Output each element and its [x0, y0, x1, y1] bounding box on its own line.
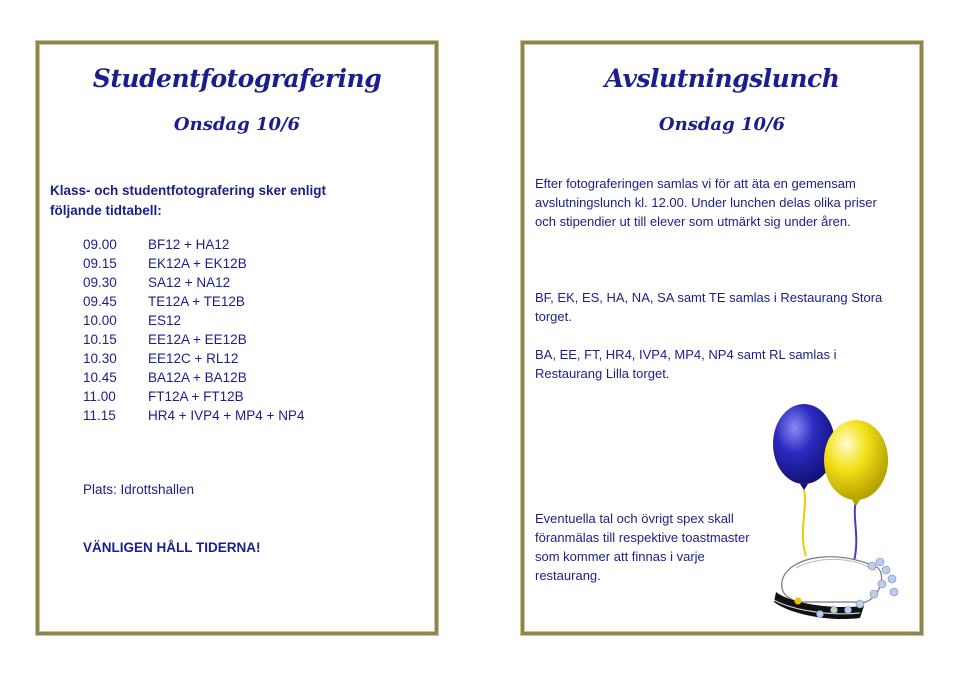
schedule-time: 11.15	[83, 408, 116, 423]
schedule-time: 10.30	[83, 351, 117, 366]
balloon-icon	[824, 420, 888, 506]
restaurant-stora-paragraph: BF, EK, ES, HA, NA, SA samt TE samlas i Restaurang Stora torget.	[535, 290, 883, 324]
schedule-row	[83, 311, 304, 330]
schedule-time: 09.15	[83, 256, 117, 271]
speech-paragraph: Eventuella tal och övrigt spex skall föranmälas till respektive toastmaster som kommer att finnas i varje restaurang.	[535, 511, 750, 583]
schedule-time: 10.45	[83, 370, 117, 385]
schedule-classes: HR4 + IVP4 + MP4 + NP4	[148, 408, 305, 423]
card-date: Onsdag 10/6	[658, 114, 786, 135]
schedule-classes: ES12	[148, 313, 182, 328]
balloon-icon	[773, 404, 835, 490]
schedule-classes: BF12 + HA12	[148, 237, 230, 252]
schedule-classes: TE12A + TE12B	[148, 294, 245, 309]
card-date: Onsdag 10/6	[173, 114, 301, 135]
schedule-classes: EK12A + EK12B	[148, 256, 247, 271]
place-text: Plats: Idrottshallen	[83, 482, 195, 497]
schedule-classes: FT12A + FT12B	[148, 389, 244, 404]
schedule-time: 09.45	[83, 294, 117, 309]
schedule-time: 10.00	[83, 313, 117, 328]
student-cap-icon	[774, 557, 882, 619]
schedule-row	[83, 292, 304, 311]
schedule-row	[83, 235, 304, 254]
schedule-classes: EE12C + RL12	[148, 351, 239, 366]
schedule-row	[83, 387, 304, 406]
photo-schedule-card	[36, 41, 438, 635]
schedule-intro: Klass- och studentfotografering sker enligt följande tidtabell:	[50, 183, 327, 218]
schedule-table	[83, 235, 304, 425]
schedule-classes: SA12 + NA12	[148, 275, 231, 290]
schedule-classes: EE12A + EE12B	[148, 332, 247, 347]
balloons-and-cap-illustration	[768, 396, 908, 621]
restaurant-lilla-paragraph: BA, EE, FT, HR4, IVP4, MP4, NP4 samt RL samlas i Restaurang Lilla torget.	[535, 347, 837, 381]
schedule-classes: BA12A + BA12B	[148, 370, 247, 385]
card-title: Studentfotografering	[92, 64, 382, 93]
lunch-card	[521, 41, 923, 635]
schedule-time: 09.30	[83, 275, 117, 290]
schedule-row	[83, 349, 304, 368]
reminder-text: VÄNLIGEN HÅLL TIDERNA!	[83, 540, 261, 555]
schedule-time: 10.15	[83, 332, 117, 347]
schedule-row	[83, 406, 304, 425]
card-title: Avslutningslunch	[604, 64, 840, 93]
lunch-paragraph: Efter fotograferingen samlas vi för att äta en gemensam avslutningslunch kl. 12.00. Under lunchen delas olika priser och stipendier ut till elever som utmärkt sig under åren.	[535, 176, 877, 229]
schedule-time: 11.00	[83, 389, 116, 404]
schedule-row	[83, 368, 304, 387]
schedule-time: 09.00	[83, 237, 117, 252]
schedule-row	[83, 330, 304, 349]
schedule-row	[83, 254, 304, 273]
schedule-row	[83, 273, 304, 292]
